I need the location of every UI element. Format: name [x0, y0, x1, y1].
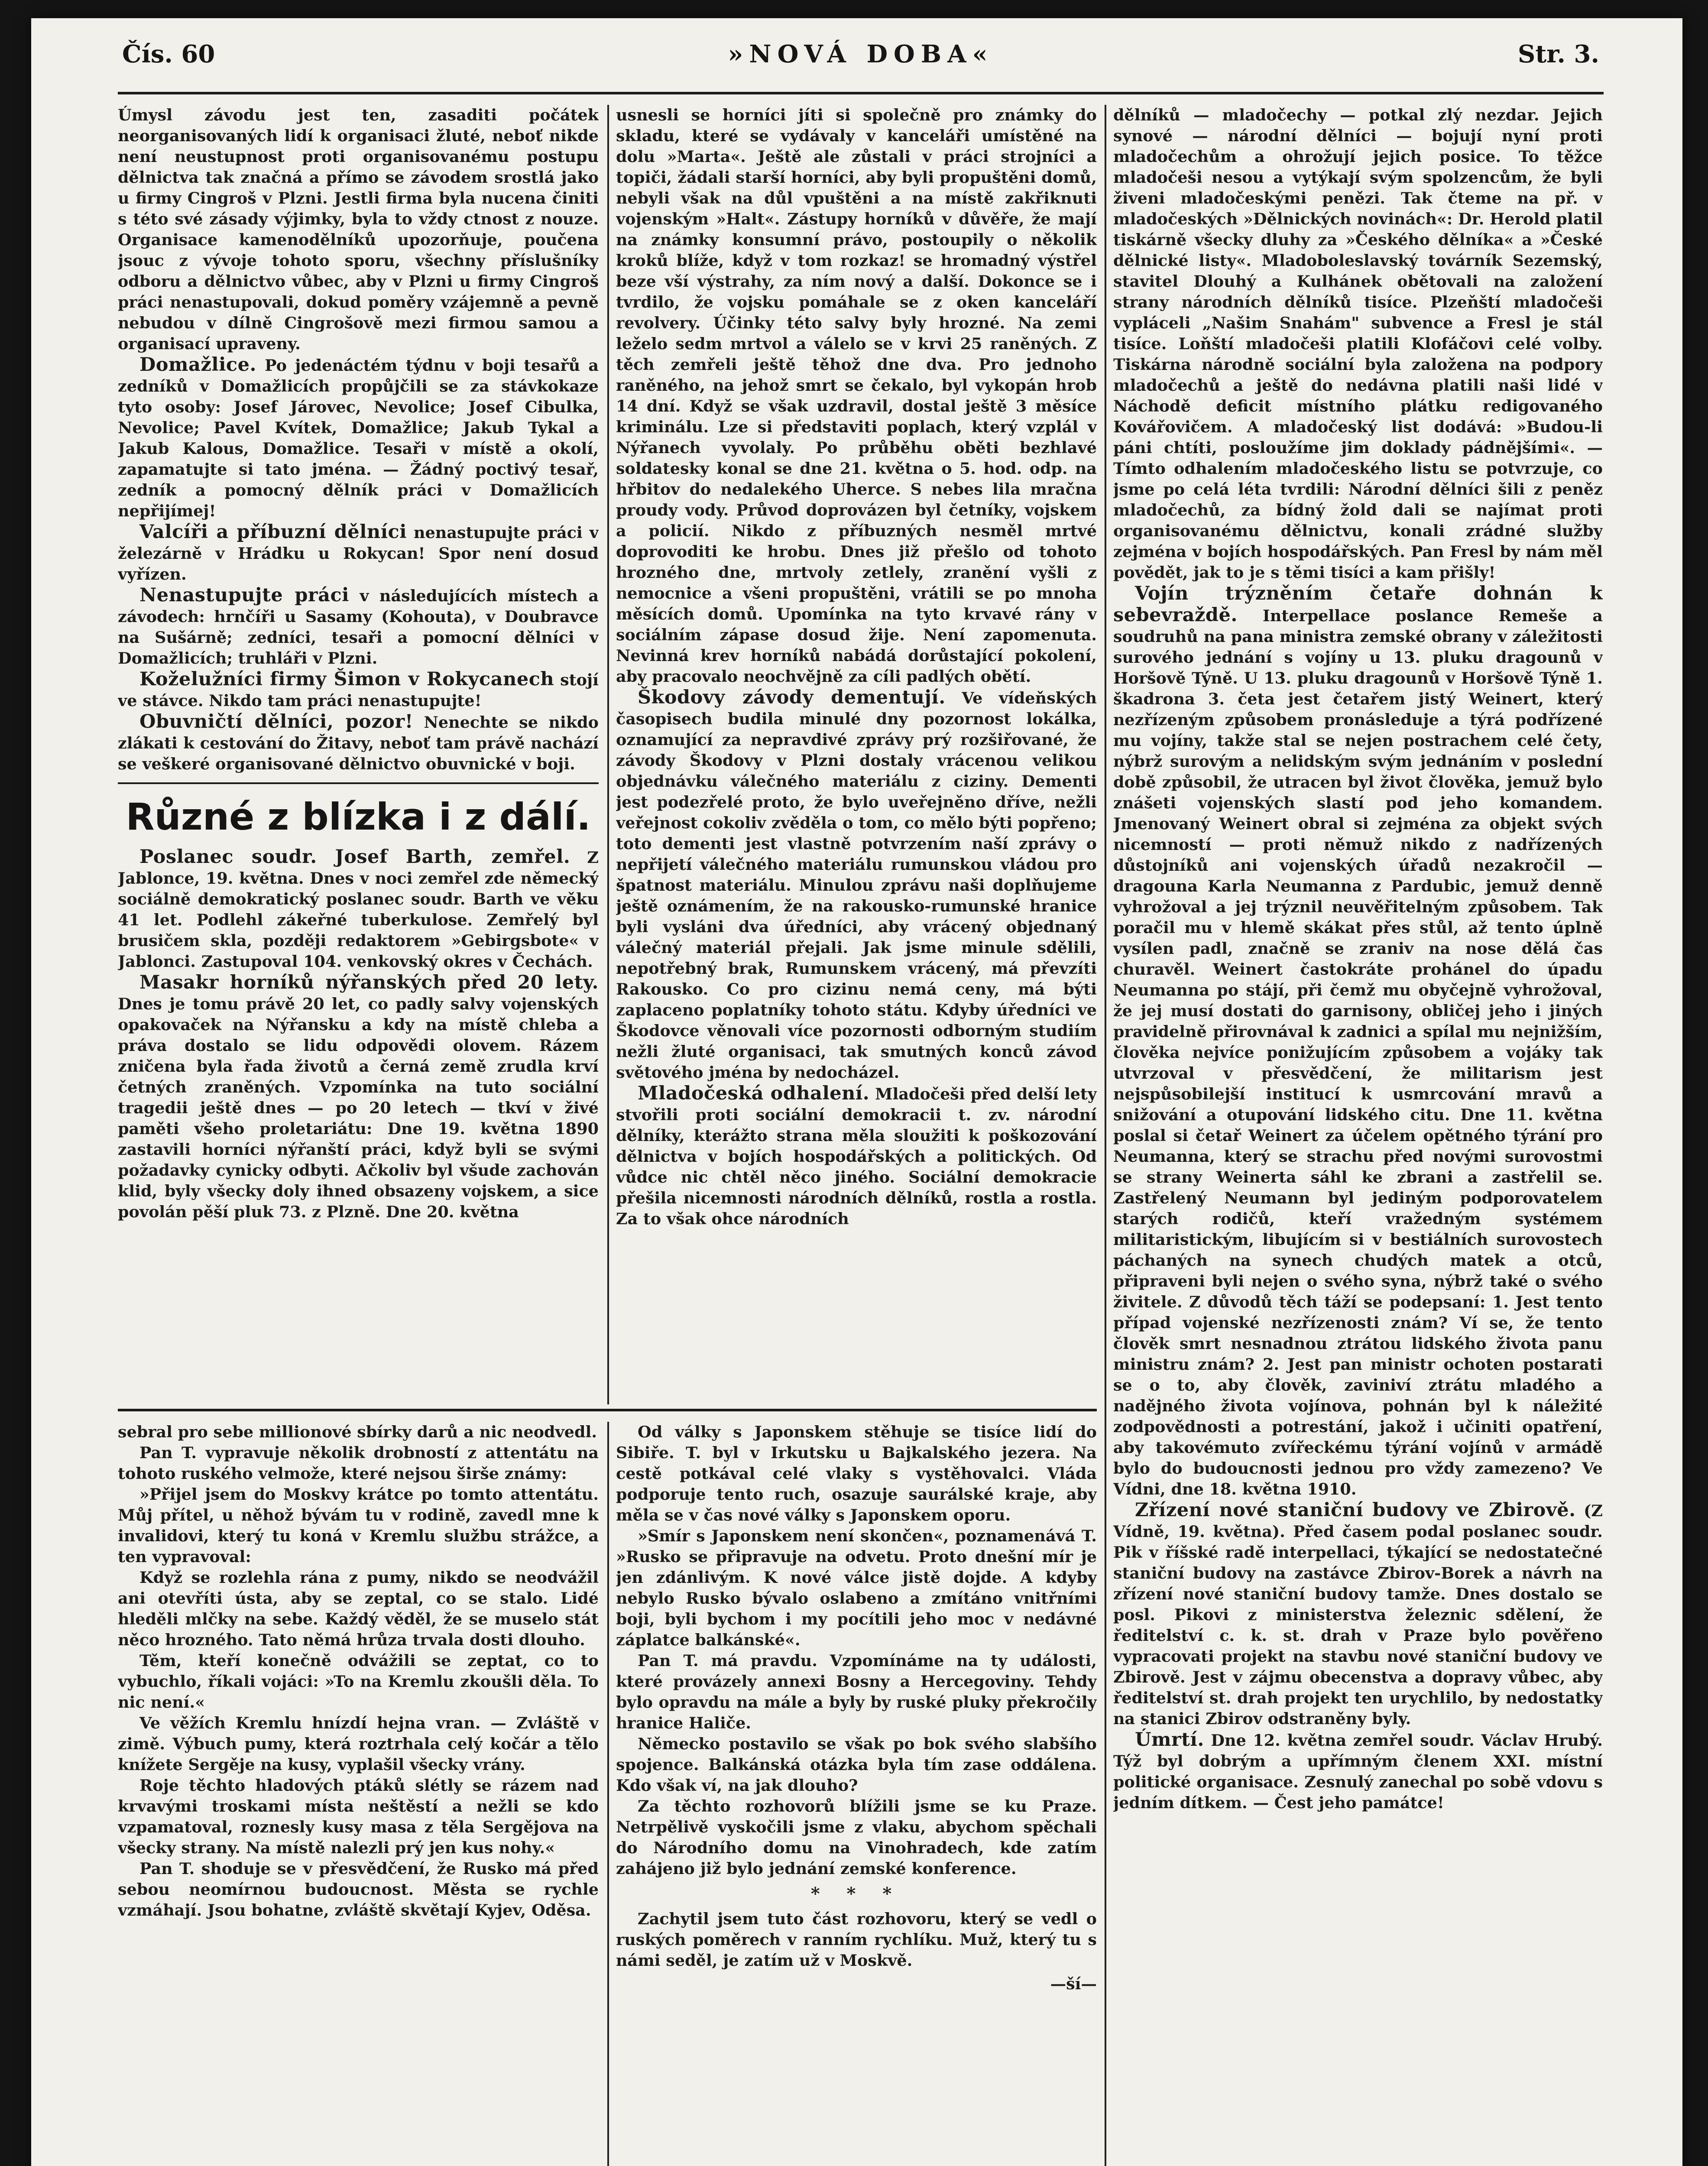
paragraph: sebral pro sebe millionové sbírky darů a nic neodvedl. — [118, 1423, 597, 1441]
article-heading: Obuvničtí dělníci, pozor! — [139, 711, 413, 733]
paragraph: dělníků — mladočechy — potkal zlý nezdar. Jejich synové — národní dělníci — bojují nyní proti mladočechům a ohrožují jejich posice. To těžce mladočeši nesou a vytýkají svým spolzencům, že byli živeni mladočeskými penězi. Tak čteme na př. v mladočeských »Dělnických novinách«: Dr. Herold platil tiskárně všecky dluhy za »Českého dělníka« a »České dělnické listy«. Mladoboleslavský továrník Sezemský, stavitel Dlouhý a Kulhánek obětovali na založení strany národních dělníků tisíce. Plzeňští mladočeši vypláceli „Našim Snahám" subvence a Fresl je stál tisíce. Loňští mladočeši platili Klofáčovi celé volby. Tiskárna národně sociální byla založena na podpory mladočechů a ještě do nedávna platili naši lidé v Náchodě deficit místního plátku redigovaného Kovářovičem. A mladočeský list dodává: »Budou-li páni chtíti, posloužíme jim doklady pádnějšími«. — Tímto odhalením mladočeského listu se potvrzuje, co jsme po celá léta tvrdili: Národní dělníci šili z peněz mladočechů, za bídný žold dali se najímat proti organisovanému dělnictvu, konali zrádné služby zejména v bojích hospodářských. Pan Fresl by nám měl povědět, jak to je s těmi tisíci a kam přišly! — [1113, 106, 1603, 582]
column-2 — [616, 105, 1097, 1404]
article-heading: Úmrtí. — [1135, 1729, 1204, 1751]
paragraph: Ve věžích Kremlu hnízdí hejna vran. — Zvláště v zimě. Výbuch pumy, která roztrhala celý kočár a tělo knížete Sergěje na kusy, vyplašil všecky vrány. — [118, 1714, 599, 1774]
article-heading: Koželužníci firmy Šimon v Rokycanech — [139, 668, 554, 690]
paragraph: Pan T. shoduje se v přesvědčení, že Rusko má před sebou neomírnou budoucnost. Města se rychle vzmáhají. Jsou bohatne, zvláště skvětají Kyjev, Oděsa. — [118, 1859, 599, 1920]
paragraph: Za těchto rozhovorů blížili jsme se ku Praze. Netrpělivě vyskočili jsme z vlaku, abychom spěchali do Národního domu na Vinohradech, kde zatím zahájeno již bylo jednání zemské konference. — [616, 1797, 1097, 1878]
column-1-lower — [118, 1422, 599, 2166]
masthead-rule — [118, 92, 1604, 94]
paragraph: Pan T. má pravdu. Vzpomínáme na ty události, které provázely annexi Bosny a Hercegoviny. Tehdy bylo opravdu na mále a byly by ruské pluky překročily hranice Haliče. — [616, 1651, 1097, 1732]
article-text: Po jedenáctém týdnu v boji tesařů a zedníků v Domažlicích propůjčili se za stávkokaze tyto osoby: Josef Járovec, Nevolice; Josef Cibulka, Nevolice; Pavel Kvítek, Domažlice; Jakub Tykal a Jakub Kalous, Domažlice. Tesaři v místě a okolí, zapamatujte si tato jména. — Žádný poctivý tesař, zedník a pomocný dělník práci v Domažlicích nepřijímej! — [118, 356, 599, 520]
separator-stars: * * * — [810, 1884, 902, 1904]
paragraph: Německo postavilo se však po bok svého slabšího spojence. Balkánská otázka byla tím zase oddálena. Kdo však ví, na jak dlouho? — [616, 1735, 1097, 1795]
article-heading: Zřízení nové staniční budovy ve Zbirově. — [1135, 1499, 1576, 1521]
article-heading: Mladočeská odhalení. — [638, 1083, 870, 1104]
paragraph: Pan T. vypravuje několik drobností z attentátu na tohoto ruského velmože, které nejsou širše známy: — [118, 1443, 599, 1483]
article-heading: Masakr horníků nýřanských před 20 lety. — [139, 972, 599, 993]
paragraph: usnesli se horníci jíti si společně pro známky do skladu, které se vydávaly v kanceláři umístěné na dolu »Marta«. Ještě ale zůstali v práci strojníci a topiči, žádali starší horníci, aby byli propuštěni domů, nebyli však na důl vpuštěni a na místě zakřiknuti vojenským »Halt«. Zástupy horníků v důvěře, že mají na známky konsumní právo, postoupily o několik kroků blíže, když v tom rozkaz! se hromadný výstřel beze vší výstrahy, za ním nový a další. Dokonce se i tvrdilo, že vojsku pomáhale se z oken kanceláří revolvery. Účinky této salvy byly hrozné. Na zemi leželo sedm mrtvol a válelo se v krvi 25 raněných. Z těch zemřeli ještě těhož dne dva. Pro jednoho raněného, na jehož smrt se čekalo, byl vykopán hrob 14 dní. Když se však uzdravil, dostal ještě 3 měsíce kriminálu. Lze si představiti poplach, který vzplál v Nýřanech vyvolaly. Po průběhu oběti bezhlavé soldatesky konal se dne 21. května o 5. hod. odp. na hřbitov do nedalekého Uherce. S nebes lila mračna proudy vody. Průvod doprovázen byl četníky, vojskem a policií. Nikdo z příbuzných nesměl mrtvé doprovoditi ke hrobu. Dnes již přešlo od tohoto hrozného dne, mrtvoly zetlely, zranění vyšli z nemocnice a všeni propuštěni, vrátili se po mnoha měsících domů. Upomínka na tyto krvavé rány v sociálním zápase dosud žije. Není zapomenuta. Nevinná krev horníků nabádá dorůstající pokolení, aby pracovalo neochvějně za cíli padlých obětí. — [616, 106, 1097, 686]
horizontal-divider — [118, 1409, 1097, 1411]
article-text: Dne 12. května zemřel soudr. Václav Hrubý. Týž byl dobrým a upřímným členem XXI. místní politické organisace. Zesnulý zanechal po sobě vdovu s jedním dítkem. — Čest jeho památce! — [1113, 1731, 1603, 1812]
article-text: (Z Vídně, 19. května). Před časem podal poslanec soudr. Pik v říšské radě interpellaci, týkající se nedostatečné staniční budovy na zastávce Zbirov-Borek a návrh na zřízení nové staniční budovy tamže. Dnes dostalo se posl. Pikovi z ministerstva železnic sdělení, že ředitelství c. k. st. drah v Praze bylo pověřeno vypracovati projekt na stavbu nové staniční budovy ve Zbirově. Jest v zájmu obecenstva a dopravy vůbec, aby ředitelství st. drah projekt ten urychlilo, by nedostatky na stanici Zbirov odstraněny byly. — [1113, 1501, 1603, 1728]
paragraph: Když se rozlehla rána z pumy, nikdo se neodvážil ani otevříti ústa, aby se zeptal, co se stalo. Lidé hleděli mlčky na sebe. Každý věděl, že se muselo stát něco hrozného. Tato němá hrůza trvala dosti dlouho. — [118, 1568, 599, 1649]
column-divider — [607, 105, 609, 1404]
article-heading: Nenastupujte práci — [139, 584, 349, 606]
newspaper-title: »NOVÁ DOBA« — [728, 40, 994, 68]
article-text: nenastupujte práci v železárně v Hrádku u Rokycan! Spor není dosud vyřízen. — [118, 523, 599, 584]
column-divider — [1105, 105, 1106, 2166]
article-text: Nenechte se nikdo zlákati k cestování do Žitavy, neboť tam právě nachází se veškeré organisované dělnictvo obuvnické v boji. — [118, 713, 599, 773]
paragraph: Těm, kteří konečně odvážili se zeptat, co to vybuchlo, říkali vojáci: »To na Kremlu zkoušli děla. To nic není.« — [118, 1651, 599, 1712]
article-text: Interpellace poslance Remeše a soudruhů na pana ministra zemské obrany v záležitosti surového jednání s vojíny u 13. pluku dragounů v Horšově Týně. U 13. pluku dragounů v Horšově Týně 1. škadrona 3. četa jest četařem jistý Weinert, který nezřízeným způsobem pronásleduje a týrá podřízené mu vojíny, takže stal se nejen postrachem celé čety, nýbrž surovým a nelidským svým jednáním v poslední době způsobil, že utracen byl život člověka, jemuž bylo znášeti vojenských slastí pod jeho komandem. Jmenovaný Weinert obral si zejména za objekt svých nicemností — proti němuž nikdo z nadřízených důstojníků ani vojenských úřadů nezakročil — dragouna Karla Neumanna z Pardubic, jemuž denně vyhrožoval a jej trýznil neuvěřitelným způsobem. Tak poračil mu v hlemě skákat přes stůl, až tento úplně vysílen padl, značně se zraniv na nose dělá čas churavěl. Weinert častokráte prohánel do úpadu Neumanna po stájí, při čemž mu obyčejně vyhrožoval, že jej musí dostati do garnisony, obličej jeho i jiných pravidelně přirovnával k zadnici a spílal mu nejnižším, člověka nejvíce ponižujícím způsobem a vojáky tak utvrzoval v přesvědčení, že militarism jest nejspůsobilejší institucí k usmrcování mravů a snižování a otupování lidského citu. Dne 11. května poslal si četař Weinert za účelem opětného týrání pro Neumanna, který se strachu před novými surovostmi se strany Weinerta sáhl ke zbrani a zastřelil se. Zastřelený Neumann byl jediným podporovatelem starých rodičů, kteří vražedným systémem militaristickým, libujícím si v bestiálních surovostech páchaných na synech chudých matek a otců, připraveni byli nejen o svého syna, nýbrž také o svého živitele. Z důvodů těch táží se podepsaní: 1. Jest tento případ vojenské nezřízenosti znám? Ví se, že tento člověk smrt nesnadnou ztrátou lidského života panu ministru znám? 2. Jest pan ministr ochoten postarati se o to, aby člověk, zaviniví ztrátu mladého a nadějného života vojínova, pohnán byl k náležité zodpovědnosti a potrestání, jakož i učiniti opatření, aby takovémuto zvířeckému týrání vojínů v armádě bylo do budoucnosti jednou pro vždy zamezeno? Ve Vídni, dne 18. května 1910. — [1113, 606, 1603, 1498]
section-heading: Různé z blízka i z dálí. — [126, 795, 591, 839]
article-text: Z Jablonce, 19. května. Dnes v noci zemřel zde německý sociálně demokratický poslanec soudr. Barth ve věku 41 let. Podlehl zákeřné tuberkulose. Zemřelý byl brusičem skla, později redaktorem »Gebirgsbote« v Jablonci. Zastupoval 104. venkovský okres v Čechách. — [118, 848, 599, 971]
paragraph: Roje těchto hladových ptáků slétly se rázem nad krvavými troskami místa neštěstí a nežli se kdo vzpamatoval, roznesly kusy masa z těla Sergějova na všecky strany. Na místě nalezli prý jen kus nohy.« — [118, 1776, 599, 1857]
page-number: Str. 3. — [1517, 40, 1599, 68]
column-2-lower — [616, 1422, 1097, 2166]
article-text: v následujících místech a závodech: hrnčíři u Sasamy (Kohouta), v Doubravce na Sušárně; zedníci, tesaři a pomocní dělníci v Domažlicích; truhláři v Plzni. — [118, 587, 599, 668]
paragraph: »Smír s Japonskem není skončen«, poznamenává T. »Rusko se připravuje na odvetu. Proto dnešní mír je jen zdánlivým. K nové válce jistě dojde. A kdyby nebylo Rusko bývalo oslabeno a zmítáno vnitřními boji, byli bychom i my pocítili jeho moc v nedávné záplatce balkánské«. — [616, 1527, 1097, 1649]
article-text: Dnes je tomu právě 20 let, co padly salvy vojenských opakovaček na Nýřansku a kdy na místě chleba a práva dostalo se lidu odpovědi olovem. Rázem zničena byla řada životů a černá země zrudla krví četných zraněných. Vzpomínka na tuto sociální tragedii ještě dnes — po 20 letech — tkví v živé paměti všeho proletariátu: Dne 19. května 1890 zastavili horníci nýřanští práci, když byli se svými požadavky cynicky odbyti. Ačkoliv byl všude zachován klid, byly všecky doly ihned obsazeny vojskem, a sice povolán pěší pluk 73. z Plzně. Dne 20. května — [118, 995, 599, 1221]
section-rule — [118, 782, 599, 784]
article-heading: Domažlice. — [139, 354, 256, 376]
paragraph: Zachytil jsem tuto část rozhovoru, který se vedl o ruských poměrech v ranním rychlíku. Muž, který tu s námi seděl, je zatím už v Moskvě. — [616, 1910, 1097, 1970]
newspaper-page — [31, 18, 1682, 2166]
column-divider — [607, 1422, 609, 2166]
article-heading: Škodovy závody dementují. — [638, 687, 946, 708]
article-heading: Valcíři a příbuzní dělníci — [139, 521, 407, 543]
article-text: stojí ve stávce. Nikdo tam práci nenastupujte! — [118, 671, 599, 710]
paragraph: Úmysl závodu jest ten, zasaditi počátek neorganisovaných lidí k organisaci žluté, neboť nikde není neustupnost proti organisovanému postupu dělnictva tak značná a přímo se závodem srostlá jako u firmy Cingroš v Plzni. Jestli firma byla nucena činiti s této své zásady výjimky, byla to vždy ctnost z nouze. Organisace kamenodělníků upozorňuje, poučena jsouc z vývoje tohoto sporu, všechny příslušníky odboru a dělnictvo vůbec, aby v Plzni u firmy Cingroš práci nenastupovali, dokud poměry vzájemně a pevně nebudou v dílně Cingrošově mezi firmou samou a organisací upraveny. — [118, 106, 599, 353]
article-text: Ve vídeňských časopisech budila minulé dny pozornost lokálka, oznamující za nepravdivé zprávy prý rozšiřované, že závody Škodovy v Plzni dostaly vrácenou velikou objednávku válečného materiálu z ciziny. Dementi jest podezřelé proto, že bylo uveřejněno dříve, nežli veřejnost cokoliv zvěděla o tom, co mělo býti popřeno; toto dementi jest vlastně potvrzením naší zprávy o nepřijetí válečného materiálu rumunskou vládou pro špatnost materiálu. Minulou zprávu naši doplňujeme ještě oznámením, že na rakousko-rumunské hranice byli vysláni dva úředníci, aby vrácený objednaný válečný materiál přejali. Jak jsme minule sdělili, nepotřebný brak, Rumunskem vrácený, má převzíti Rakousko. Co pro cizinu nemá ceny, má býti zaplaceno poplatníky tohoto státu. Kdyby úředníci ve Škodovce věnovali více pozornosti odborným studiím nežli žluté organisaci, tak smutných konců závod světového jména by nedocházel. — [616, 689, 1097, 1082]
column-1 — [118, 105, 599, 1404]
issue-number: Čís. 60 — [122, 40, 215, 68]
author-signature: —ší— — [1050, 1975, 1097, 1993]
article-heading: Vojín trýzněním četaře dohnán k sebevraždě. — [1113, 583, 1603, 626]
column-3 — [1113, 105, 1603, 2166]
article-text: Mladočeši před delší lety stvořili proti sociální demokracii t. zv. národní dělníky, kterážto strana měla sloužiti k poškozování dělnictva v bojích hospodářských a politických. Od vůdce nic chtěl něco jiného. Sociální demokracie přešila nicemnosti národních dělníků, rostla a rostla. Za to však ohce národních — [616, 1085, 1097, 1228]
masthead — [122, 31, 1599, 88]
paragraph: Od války s Japonskem stěhuje se tisíce lidí do Sibiře. T. byl v Irkutsku u Bajkalského jezera. Na cestě potkával celé vlaky s vystěhovalci. Vláda podporuje tento ruch, osazuje saurálské kraje, aby měla se v čas nové války s Japonskem oporu. — [616, 1423, 1097, 1524]
paragraph: »Přijel jsem do Moskvy krátce po tomto attentátu. Můj přítel, u něhož bývám tu v rodině, zavedl mne k invalidovi, který tu koná v Kremlu službu strážce, a ten vypravoval: — [118, 1485, 599, 1566]
article-heading: Poslanec soudr. Josef Barth, zemřel. — [139, 846, 570, 868]
